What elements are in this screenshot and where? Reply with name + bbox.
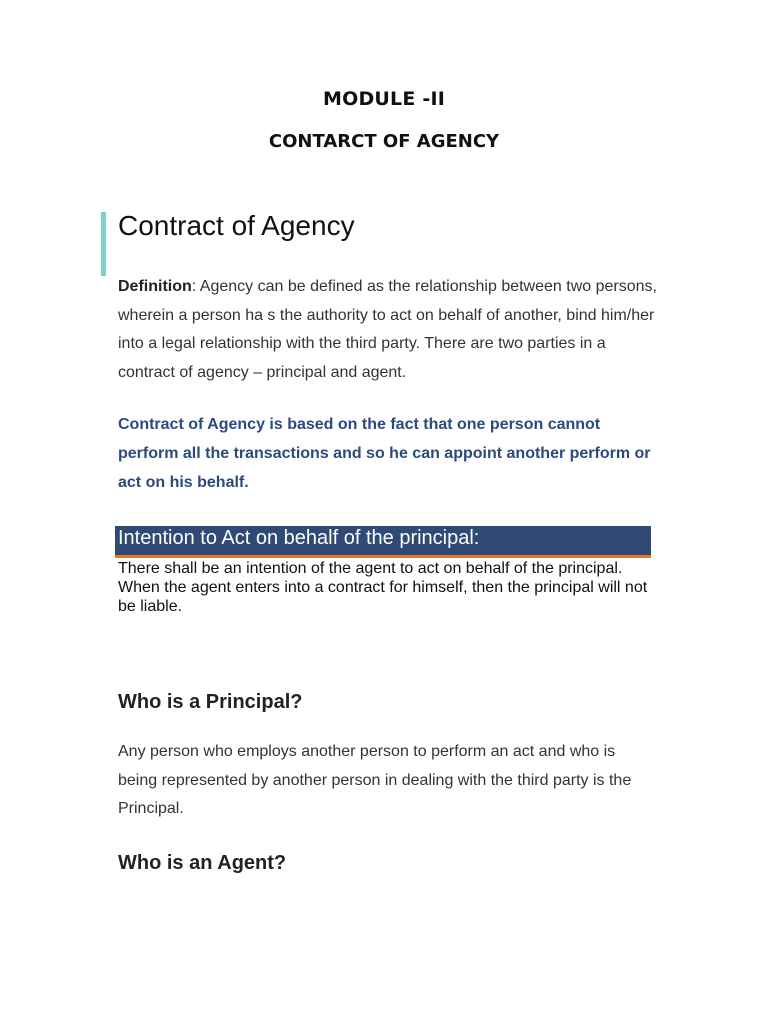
intention-banner (115, 526, 651, 558)
agent-heading: Who is an Agent? (118, 852, 287, 874)
heading-accent-bar (101, 212, 106, 276)
module-subtitle: CONTARCT OF AGENCY (268, 131, 500, 152)
intention-heading: Intention to Act on behalf of the principal: (118, 527, 480, 549)
definition-text: : Agency can be defined as the relationship between two persons, wherein a person ha s the authority to act on behalf of another, bind him/her into a legal relationship with the third party. There are two parties in a contract of agency – principal and agent. (118, 278, 657, 381)
principal-paragraph: Any person who employs another person to perform an act and who is being represented by another person in dealing with the third party is the Principal. (118, 743, 632, 817)
definition-paragraph (118, 273, 658, 387)
definition-term: Definition (118, 278, 192, 295)
highlight-paragraph: Contract of Agency is based on the fact that one person cannot perform all the transactions and so he can appoint another perform or act on his behalf. (118, 416, 651, 491)
section-title: Contract of Agency (118, 210, 355, 241)
intention-paragraph: There shall be an intention of the agent to act on behalf of the principal. When the agent enters into a contract for himself, then the principal will not be liable. (118, 560, 648, 615)
principal-heading: Who is a Principal? (118, 691, 303, 713)
module-title: MODULE -II (323, 88, 445, 110)
